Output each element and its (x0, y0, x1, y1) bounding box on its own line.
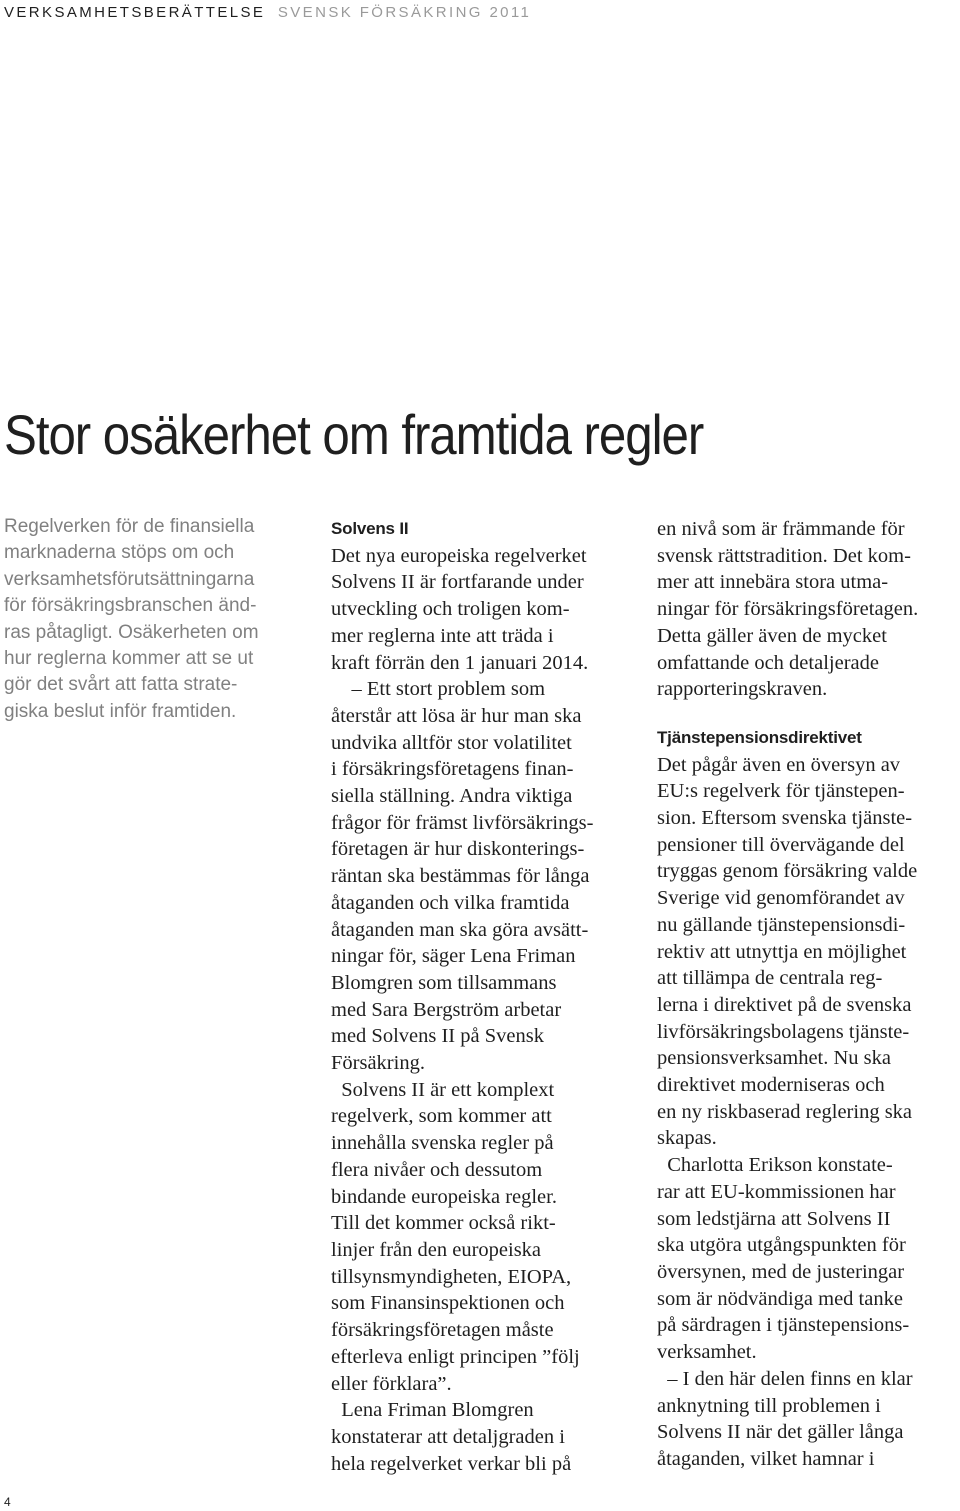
page-title: Stor osäkerhet om framtida regler (4, 403, 704, 466)
text-line: flera nivåer och dessutom (331, 1158, 543, 1181)
header-publication: SVENSK FÖRSÄKRING 2011 (277, 4, 532, 21)
text-line: åtaganden och vilka framtida (331, 891, 570, 914)
ingress-line: marknaderna stöps om och (4, 542, 235, 564)
text-line: direktivet moderniseras och (657, 1074, 885, 1097)
text-line: mer att innebära stora utma- (657, 571, 889, 594)
text-line: siella ställning. Andra viktiga (331, 785, 573, 808)
text-line: företagen är hur diskonterings- (331, 838, 585, 861)
text-line: skapas. (657, 1127, 717, 1150)
text-line: som ledstjärna att Solvens II (657, 1207, 891, 1230)
text-line: Det nya europeiska regelverket (331, 544, 587, 567)
ingress-line: gör det svårt att fatta strate- (4, 674, 238, 696)
text-line: en ny riskbaserad reglering ska (657, 1100, 913, 1123)
page-number: 4 (4, 1495, 11, 1509)
text-line: Detta gäller även de mycket (657, 624, 887, 647)
text-line: kraft förrän den 1 januari 2014. (331, 651, 589, 674)
text-line: frågor för främst livförsäkrings- (331, 811, 594, 834)
ingress-line: för försäkringsbranschen änd- (4, 595, 257, 617)
paragraph-gap (657, 703, 957, 725)
text-line: Det pågår även en översyn av (657, 753, 901, 776)
text-line: tryggas genom försäkring valde (657, 860, 918, 883)
header-section: VERKSAMHETSBERÄTTELSE (4, 4, 266, 21)
text-line: med Sara Bergström arbetar (331, 998, 562, 1021)
text-line: innehålla svenska regler på (331, 1132, 554, 1155)
text-line: Solvens II är fortfarande under (331, 571, 584, 594)
text-line: konstaterar att detaljgraden i (331, 1425, 565, 1448)
text-line: regelverk, som kommer att (331, 1105, 552, 1128)
text-line: i försäkringsföretagens finan- (331, 758, 574, 781)
text-line: – Ett stort problem som (331, 678, 546, 701)
text-line: mer reglerna inte att träda i (331, 624, 554, 647)
text-line: återstår att lösa är hur man ska (331, 704, 582, 727)
ingress-line: hur reglerna kommer att se ut (4, 648, 254, 670)
text-line: EU:s regelverk för tjänstepen- (657, 780, 905, 803)
text-line: hela regelverket verkar bli på (331, 1452, 572, 1475)
text-line: svensk rättstradition. Det kom- (657, 544, 911, 567)
text-line: åtaganden man ska göra avsätt- (331, 918, 589, 941)
text-line: rar att EU-kommissionen har (657, 1180, 896, 1203)
ingress (4, 514, 304, 725)
text-line: pensioner till övervägande del (657, 833, 905, 856)
section-heading-solvens: Solvens II (331, 519, 409, 538)
text-line: utveckling och troligen kom- (331, 598, 570, 621)
text-line: eller förklara”. (331, 1372, 452, 1395)
column-middle (331, 516, 636, 1477)
text-line: omfattande och detaljerade (657, 651, 879, 674)
text-line: – I den här delen finns en klar (657, 1367, 913, 1390)
text-line: Lena Friman Blomgren (331, 1399, 534, 1422)
text-line: med Solvens II på Svensk (331, 1025, 544, 1048)
text-line: livförsäkringsbolagens tjänste- (657, 1020, 910, 1043)
ingress-line: ras påtagligt. Osäkerheten om (4, 621, 259, 643)
text-line: som Finansinspektionen och (331, 1292, 565, 1315)
text-line: tillsynsmyndigheten, EIOPA, (331, 1265, 572, 1288)
text-line: bindande europeiska regler. (331, 1185, 557, 1208)
text-line: linjer från den europeiska (331, 1238, 542, 1261)
text-line: att tillämpa de centrala reg- (657, 967, 883, 990)
column-right (657, 516, 957, 1473)
running-header (4, 4, 531, 21)
text-line: anknytning till problemen i (657, 1394, 881, 1417)
text-line: ningar för, säger Lena Friman (331, 945, 576, 968)
text-line: räntan ska bestämmas för långa (331, 865, 590, 888)
ingress-line: Regelverken för de finansiella (4, 516, 255, 537)
text-line: Charlotta Erikson konstate- (657, 1154, 893, 1177)
section-heading-tjanstepension: Tjänstepensionsdirektivet (657, 727, 862, 747)
text-line: rektiv att utnyttja en möjlighet (657, 940, 907, 963)
text-line: Blomgren som tillsammans (331, 971, 557, 994)
text-line: Solvens II när det gäller långa (657, 1421, 904, 1444)
text-line: försäkringsföretagen måste (331, 1319, 554, 1342)
text-line: rapporteringskraven. (657, 678, 828, 701)
text-line: Solvens II är ett komplext (331, 1078, 555, 1101)
text-line: undvika alltför stor volatilitet (331, 731, 572, 754)
text-line: ningar för försäkringsföretagen. (657, 598, 919, 621)
text-line: lerna i direktivet på de svenska (657, 993, 912, 1016)
text-line: ska utgöra utgångspunkten för (657, 1234, 906, 1257)
text-line: sion. Eftersom svenska tjänste- (657, 807, 913, 830)
text-line: efterleva enligt principen ”följ (331, 1345, 580, 1368)
text-line: Sverige vid genomförandet av (657, 887, 905, 910)
text-line: Försäkring. (331, 1052, 425, 1075)
text-line: åtaganden, vilket hamnar i (657, 1447, 875, 1470)
text-line: på särdragen i tjänstepensions- (657, 1314, 910, 1337)
text-line: som är nödvändiga med tanke (657, 1287, 903, 1310)
text-line: pensionsverksamhet. Nu ska (657, 1047, 891, 1070)
text-line: översynen, med de justeringar (657, 1260, 905, 1283)
text-line: verksamhet. (657, 1341, 757, 1364)
ingress-line: verksamhetsförutsättningarna (4, 568, 255, 590)
text-line: Till det kommer också rikt- (331, 1212, 556, 1235)
text-line: en nivå som är främmande för (657, 518, 905, 540)
ingress-line: giska beslut inför framtiden. (4, 700, 237, 722)
text-line: nu gällande tjänstepensionsdi- (657, 913, 906, 936)
